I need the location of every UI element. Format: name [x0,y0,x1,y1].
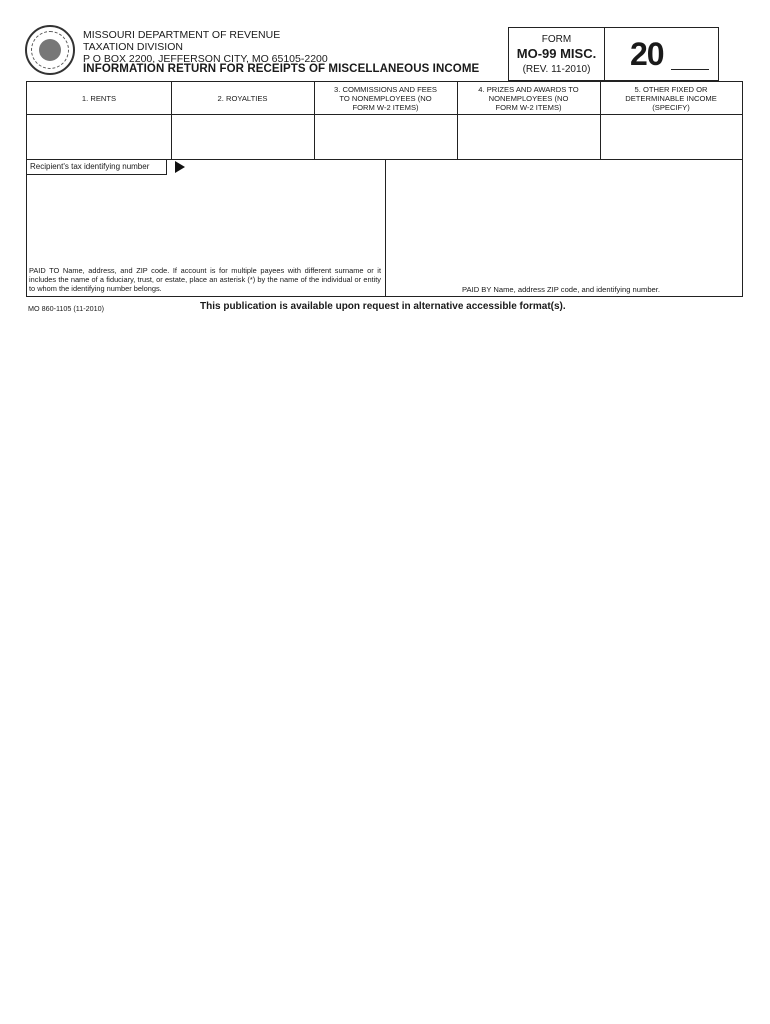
column-header-other-income [600,83,742,114]
column-header-royalties [171,83,314,114]
paid-by-label: PAID BY Name, address ZIP code, and identifying number. [462,285,660,294]
tax-year-blank[interactable] [671,69,709,70]
royalties-amount-field[interactable] [172,115,314,159]
paid-by-field[interactable] [386,160,742,282]
tax-year-box [604,27,719,81]
other-income-amount-field[interactable] [601,115,742,159]
column-header-prizes [457,83,600,114]
missouri-state-seal [25,25,75,75]
tax-year-prefix: 20 [630,36,664,72]
form-number: MO 860-1105 (11-2010) [28,304,105,313]
mailing-address: P O BOX 2200, JEFFERSON CITY, MO 65105-2200 [83,53,328,65]
accessibility-note: This publication is available upon request in alternative accessible format(s). [200,301,566,312]
seal-emblem [39,39,61,61]
recipient-tin-label: Recipient's tax identifying number [27,160,167,175]
paid-to-label: PAID TO Name, address, and ZIP code. If account is for multiple payees with different surname or it includes the name of a fiduciary, trust, or estate, place an asterisk (*) by the name of the individual or entity to whom the identifying number belongs. [29,266,381,293]
form-revision: (REV. 11-2010) [522,64,591,75]
column-header-line: NONEMPLOYEES (NO [488,94,569,103]
form-name: MO-99 MISC. [516,46,597,61]
column-header-line: 4. PRIZES AND AWARDS TO [478,85,579,94]
column-header-line: DETERMINABLE INCOME [625,94,717,103]
column-header-line: FORM W-2 ITEMS) [352,103,419,112]
column-header-line: (SPECIFY) [652,103,690,112]
column-header-line: 1. RENTS [81,94,117,103]
column-header-line: FORM W-2 ITEMS) [495,103,562,112]
paid-to-field[interactable] [27,176,384,264]
form-title: INFORMATION RETURN FOR RECEIPTS OF MISCELLANEOUS INCOME [83,63,480,75]
income-grid [26,81,743,297]
division-name: TAXATION DIVISION [83,41,183,53]
column-header-rents [27,83,171,114]
column-header-line: 2. ROYALTIES [217,94,268,103]
column-header-line: TO NONEMPLOYEES (NO [339,94,432,103]
rents-amount-field[interactable] [27,115,171,159]
prizes-amount-field[interactable] [458,115,600,159]
form-label: FORM [541,34,572,45]
commissions-amount-field[interactable] [315,115,457,159]
column-header-line: 5. OTHER FIXED OR [634,85,708,94]
arrow-right-icon [175,161,185,173]
form-id-box [508,27,605,81]
column-header-line: 3. COMMISSIONS AND FEES [334,85,437,94]
recipient-tin-field[interactable] [189,160,383,175]
column-header-commissions [314,83,457,114]
department-name: MISSOURI DEPARTMENT OF REVENUE [83,29,281,41]
